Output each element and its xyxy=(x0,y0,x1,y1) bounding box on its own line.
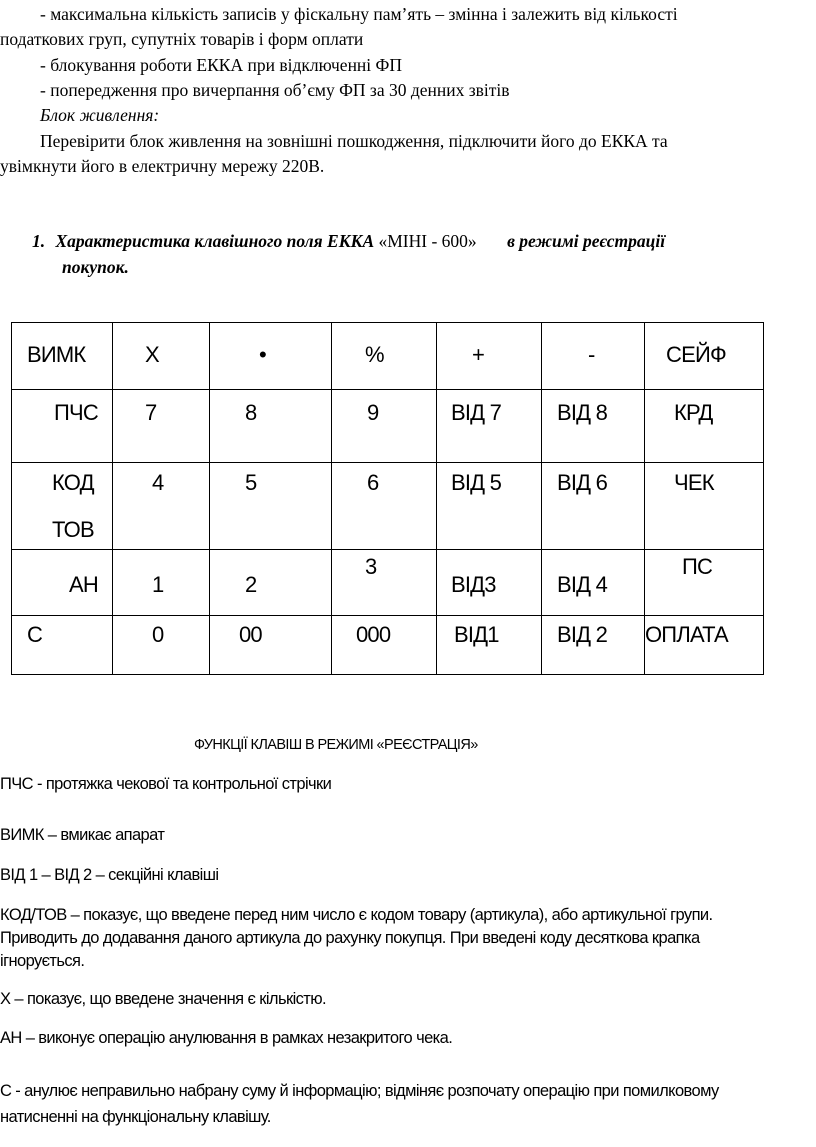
function-s-line-1: С - анулює неправильно набрану суму й інформацію; відміняє розпочату операцію при помилковому xyxy=(0,1082,719,1100)
key-an: АН xyxy=(69,572,98,597)
key-krd: КРД xyxy=(674,400,713,425)
key-vid-5: ВІД 5 xyxy=(451,470,502,495)
section-heading xyxy=(32,230,665,252)
key-pchs: ПЧС xyxy=(54,400,98,425)
key-vymk: ВИМК xyxy=(27,342,86,367)
function-kod-tov-line-3: ігнорується. xyxy=(0,952,85,970)
key-vid-1: ВІД1 xyxy=(454,622,499,647)
key-minus: - xyxy=(588,342,595,367)
function-vymk: ВИМК – вмикає апарат xyxy=(0,826,165,844)
intro-line-3: - блокування роботи ЕККА при відключенні ФП xyxy=(40,55,402,75)
keyboard-layout-table xyxy=(11,322,764,675)
functions-title: ФУНКЦІЇ КЛАВІШ В РЕЖИМІ «РЕЄСТРАЦІЯ» xyxy=(194,737,478,753)
key-7: 7 xyxy=(145,400,157,425)
key-oplata: ОПЛАТА xyxy=(645,622,728,647)
key-9: 9 xyxy=(367,400,379,425)
intro-line-2: податкових груп, супутніх товарів і форм оплати xyxy=(0,29,364,49)
section-heading-mode: в режимі реєстрації xyxy=(507,231,666,251)
key-seif: СЕЙФ xyxy=(666,342,726,367)
key-vid-6: ВІД 6 xyxy=(557,470,608,495)
section-number: 1. xyxy=(32,231,46,251)
key-multiply: Х xyxy=(145,342,159,367)
power-supply-subheading: Блок живлення: xyxy=(40,105,160,125)
key-s: С xyxy=(27,622,43,647)
key-chek: ЧЕК xyxy=(674,470,714,495)
key-plus: + xyxy=(472,342,485,367)
intro-line-6: Перевірити блок живлення на зовнішні пошкодження, підключити його до ЕККА та xyxy=(40,131,668,151)
key-ps: ПС xyxy=(682,554,713,579)
key-6: 6 xyxy=(367,470,379,495)
function-an: АН – виконує операцію анулювання в рамках незакритого чека. xyxy=(0,1029,453,1047)
section-heading-bold: Характеристика клавішного поля ЕККА xyxy=(55,231,375,251)
key-1: 1 xyxy=(152,572,164,597)
key-3: 3 xyxy=(365,554,377,579)
section-heading-model: «МІНІ - 600» xyxy=(378,231,477,251)
key-decimal-point: • xyxy=(259,342,266,367)
key-2: 2 xyxy=(245,572,257,597)
key-kod: КОД xyxy=(52,470,94,495)
function-kod-tov-line-2: Приводить до додавання даного артикула до рахунку покупця. При введені коду десяткова крапка xyxy=(0,929,700,947)
key-4: 4 xyxy=(152,470,164,495)
key-vid-4: ВІД 4 xyxy=(557,572,608,597)
function-pchs: ПЧС - протяжка чекової та контрольної стрічки xyxy=(0,775,332,793)
key-vid-8: ВІД 8 xyxy=(557,400,608,425)
key-5: 5 xyxy=(245,470,257,495)
function-x: Х – показує, що введене значення є кількістю. xyxy=(0,990,327,1008)
intro-line-1: - максимальна кількість записів у фіскальну пам’ять – змінна і залежить від кількості xyxy=(40,4,678,24)
key-vid-2: ВІД 2 xyxy=(557,622,608,647)
key-00: 00 xyxy=(239,622,262,647)
key-vid-7: ВІД 7 xyxy=(451,400,502,425)
key-8: 8 xyxy=(245,400,257,425)
section-heading-continuation: покупок. xyxy=(62,257,129,277)
key-0: 0 xyxy=(152,622,164,647)
function-kod-tov-line-1: КОД/ТОВ – показує, що введене перед ним число є кодом товару (артикула), або артикульної групи. xyxy=(0,906,713,924)
intro-line-4: - попередження про вичерпання об’єму ФП за 30 денних звітів xyxy=(40,80,510,100)
intro-line-7: увімкнути його в електричну мережу 220В. xyxy=(0,156,325,176)
key-000: 000 xyxy=(356,622,391,647)
function-s-line-2: натисненні на функціональну клавішу. xyxy=(0,1108,271,1126)
key-percent: % xyxy=(365,342,384,367)
key-tov: ТОВ xyxy=(52,517,94,542)
key-vid-3: ВІД3 xyxy=(451,572,496,597)
function-vid: ВІД 1 – ВІД 2 – секційні клавіші xyxy=(0,866,219,884)
